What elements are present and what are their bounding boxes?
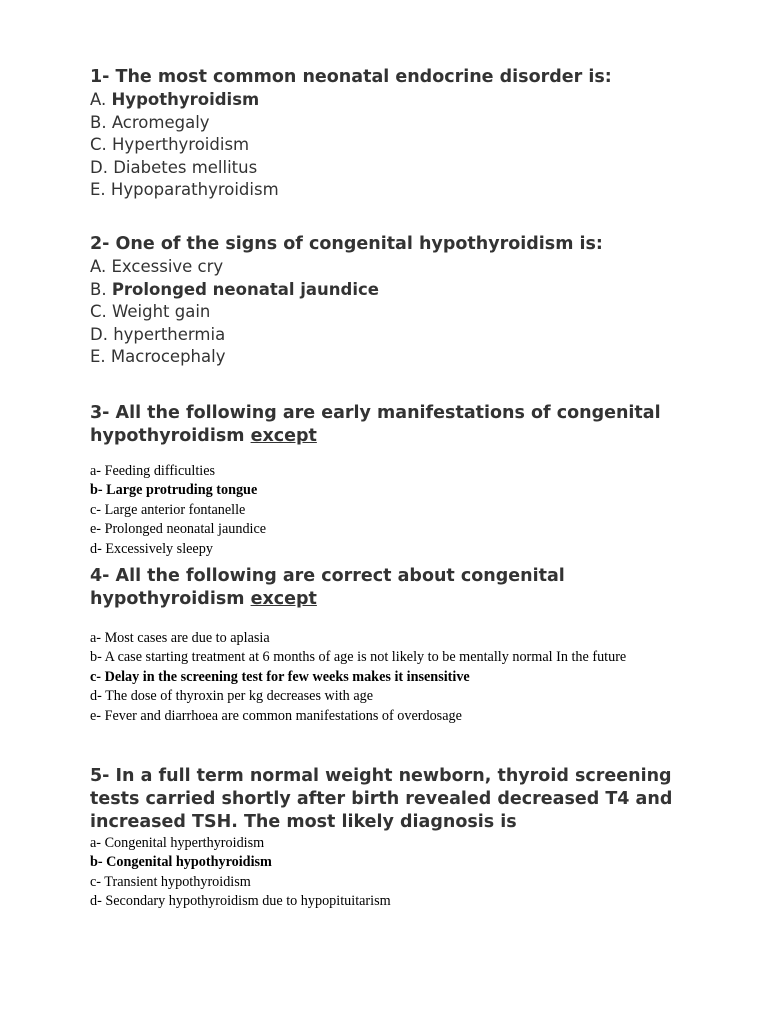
- question-2-option-b: B. Prolonged neonatal jaundice: [90, 279, 379, 299]
- question-4-option-c: c- Delay in the screening test for few weeks makes it insensitive: [90, 668, 470, 685]
- question-1-option-c: C. Hyperthyroidism: [90, 135, 250, 155]
- question-2-option-c: C. Weight gain: [90, 302, 211, 322]
- question-2-option-e: E. Macrocephaly: [90, 347, 226, 367]
- question-5-title: 5- In a full term normal weight newborn, thyroid screening tests carried shortly after birth revealed decreased T4 and increased TSH. The most likely diagnosis is: [90, 766, 673, 832]
- question-1-option-b: B. Acromegaly: [90, 112, 210, 132]
- except-emphasis: except: [250, 589, 317, 609]
- question-2-title: 2- One of the signs of congenital hypothyroidism is:: [90, 234, 603, 254]
- question-5-option-a: a- Congenital hyperthyroidism: [90, 835, 265, 851]
- question-1: [90, 66, 690, 202]
- question-3-title: 3- All the following are early manifestations of congenital hypothyroidism except: [90, 403, 661, 446]
- question-1-option-e: E. Hypoparathyroidism: [90, 180, 279, 200]
- question-2: [90, 233, 690, 369]
- question-5-option-b: b- Congenital hypothyroidism: [90, 854, 272, 871]
- question-4-option-d: d- The dose of thyroxin per kg decreases with age: [90, 688, 374, 705]
- question-3-option-c: c- Large anterior fontanelle: [90, 501, 246, 518]
- question-3-option-a: a- Feeding difficulties: [90, 463, 216, 479]
- question-4-option-a: a- Most cases are due to aplasia: [90, 630, 270, 646]
- question-5-option-c: c- Transient hypothyroidism: [90, 873, 251, 890]
- question-2-option-d: D. hyperthermia: [90, 324, 226, 344]
- question-4-option-e: e- Fever and diarrhoea are common manifestations of overdosage: [90, 707, 462, 724]
- question-3-option-d: d- Excessively sleepy: [90, 540, 213, 557]
- question-5-option-d: d- Secondary hypothyroidism due to hypopituitarism: [90, 893, 391, 910]
- question-5: [90, 765, 690, 912]
- question-1-option-a: A. Hypothyroidism: [90, 90, 260, 109]
- question-2-option-a: A. Excessive cry: [90, 257, 224, 276]
- question-3-option-e: e- Prolonged neonatal jaundice: [90, 521, 267, 538]
- question-4: [90, 565, 690, 726]
- question-3-option-b: b- Large protruding tongue: [90, 482, 258, 499]
- except-emphasis: except: [250, 426, 317, 446]
- question-4-option-b: b- A case starting treatment at 6 months of age is not likely to be mentally normal In the future: [90, 649, 627, 666]
- question-1-option-d: D. Diabetes mellitus: [90, 157, 258, 177]
- question-1-title: 1- The most common neonatal endocrine disorder is:: [90, 67, 612, 87]
- question-3: [90, 402, 690, 559]
- question-4-title: 4- All the following are correct about congenital hypothyroidism except: [90, 566, 565, 609]
